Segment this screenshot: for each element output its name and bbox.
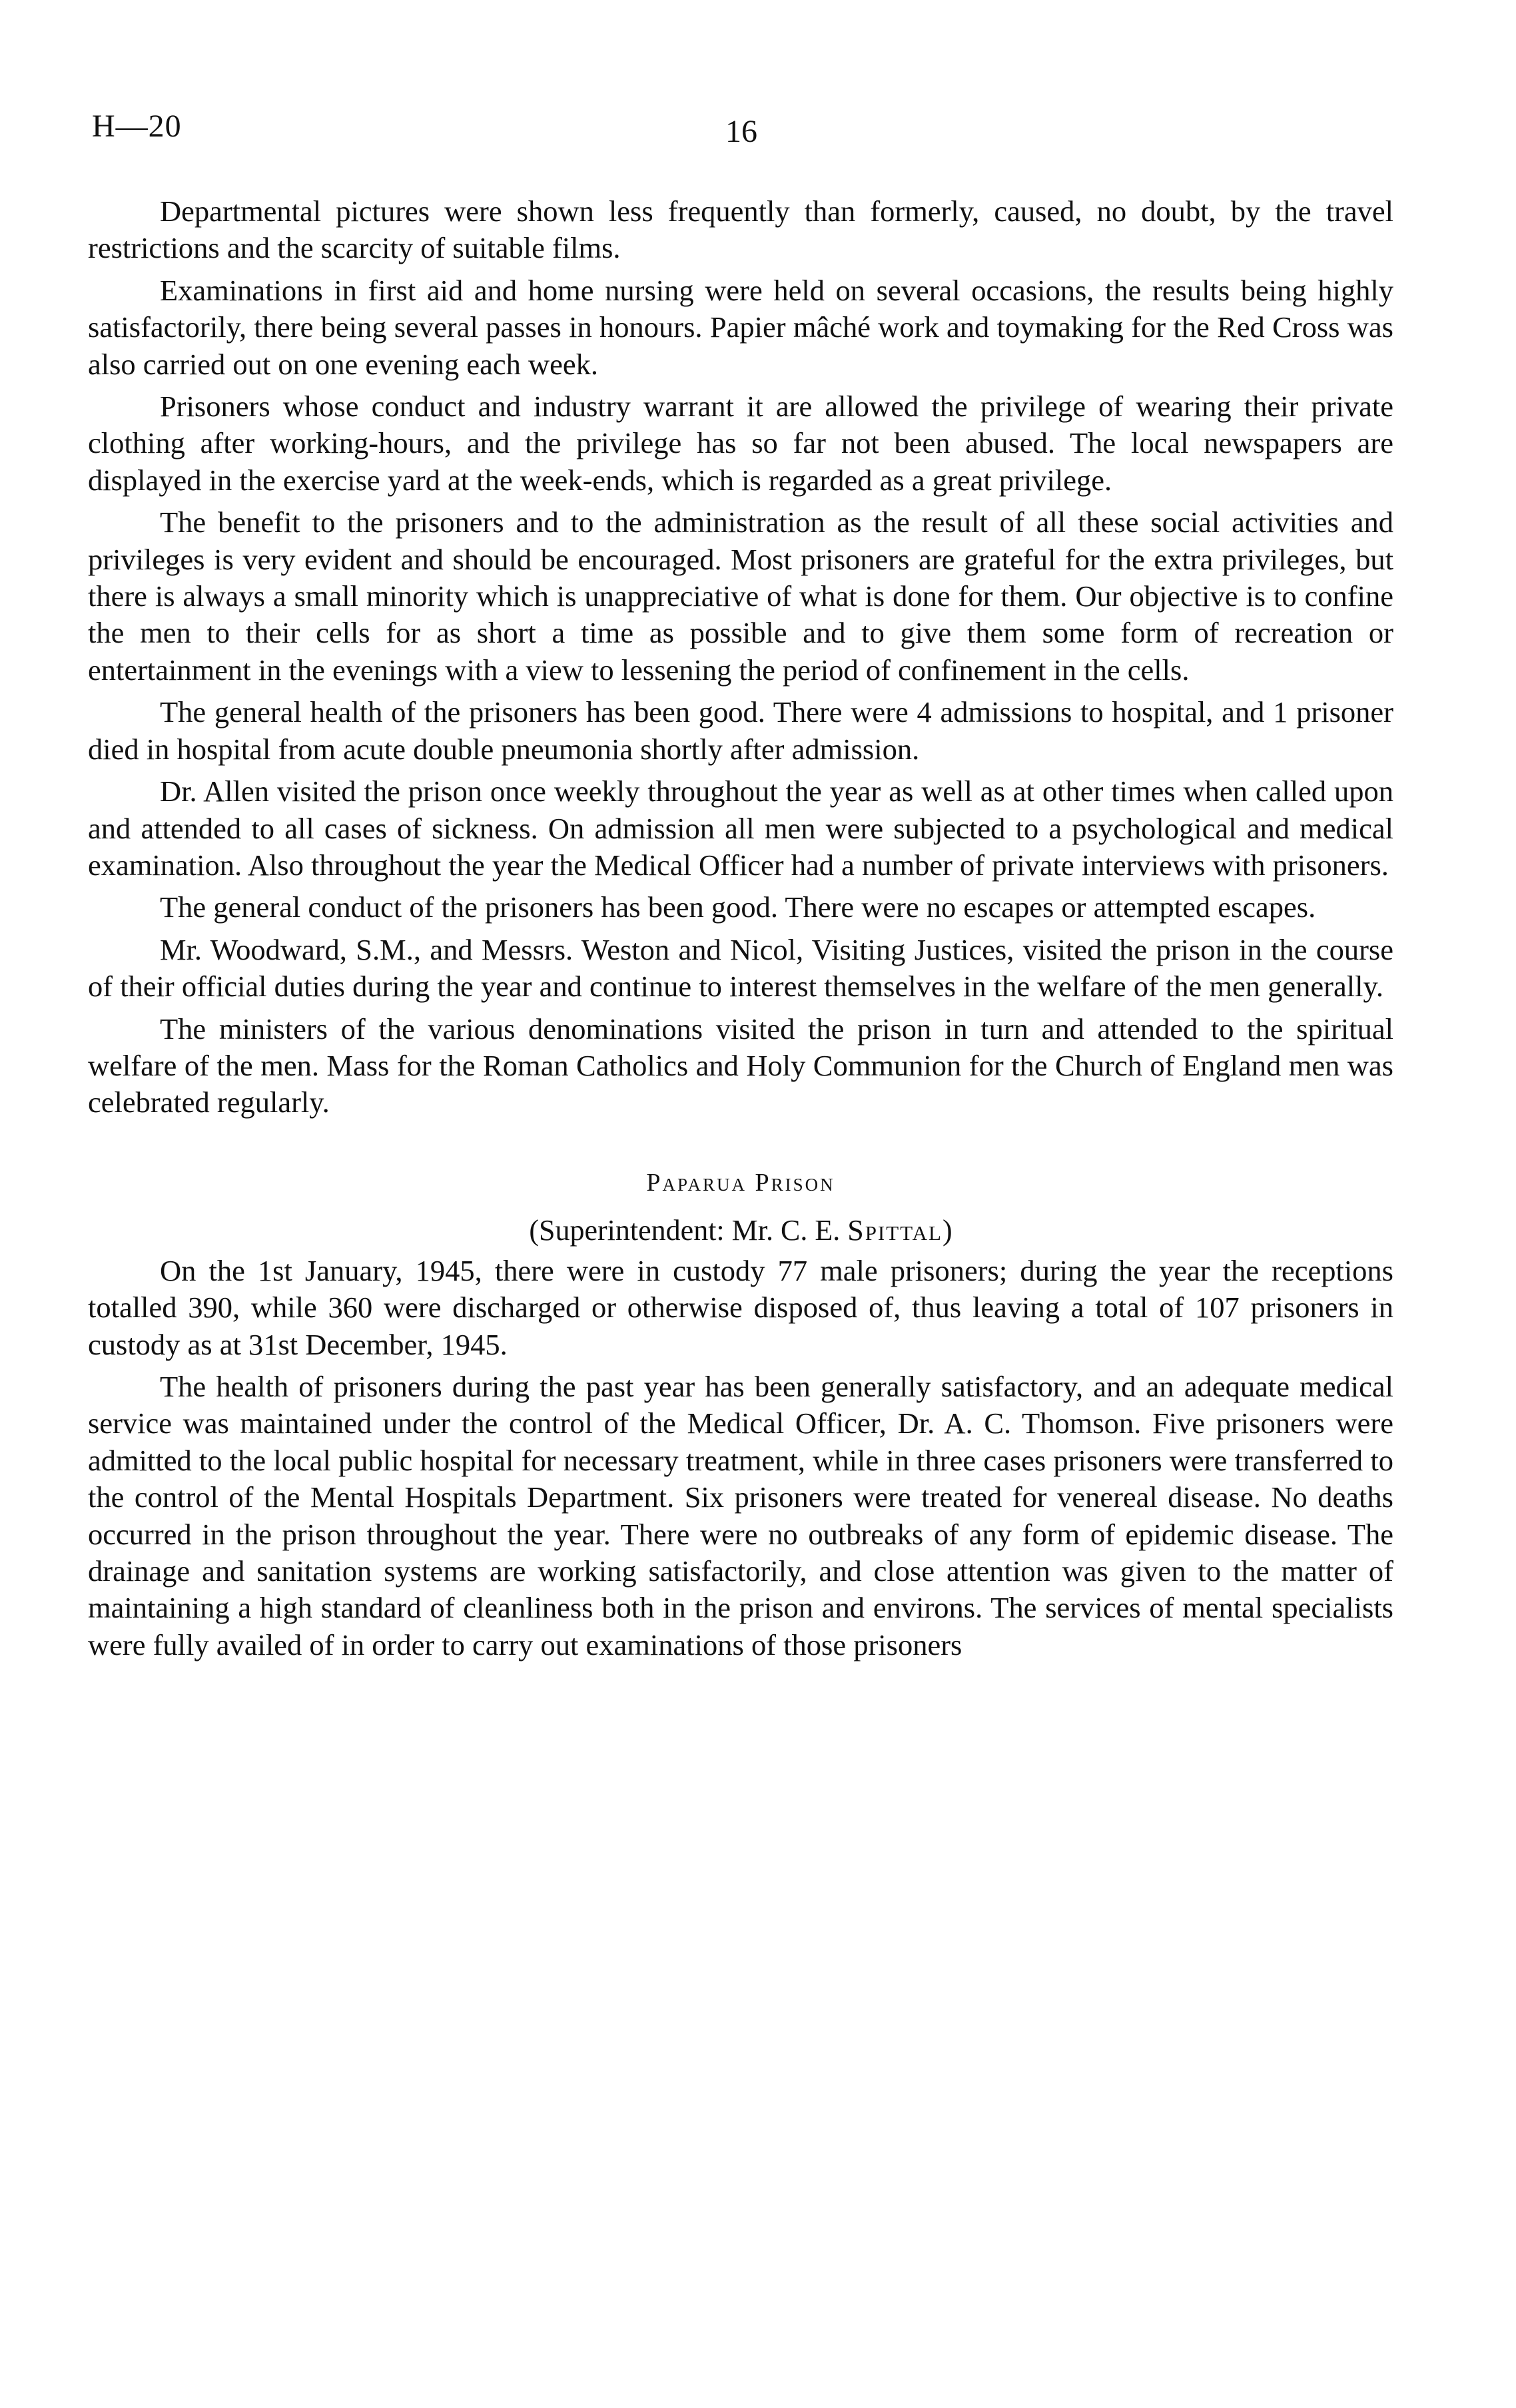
paragraph-visiting-justices: Mr. Woodward, S.M., and Messrs. Weston and Nicol, Visiting Justices, visited the prison in the course of their official duties during the year and continue to interest themselves in the welfare of the men generally.	[88, 932, 1393, 1004]
page-code: H—20	[92, 109, 182, 144]
paragraph-custody-figures: On the 1st January, 1945, there were in custody 77 male prisoners; during the year the receptions totalled 390, while 360 were discharged or otherwise disposed of, thus leaving a total of 107 prisoners in custody as at 31st December, 1945.	[88, 1253, 1393, 1361]
paragraph-health: The general health of the prisoners has been good. There were 4 admissions to hospital, and 1 prisoner died in hospital from acute double pneumonia shortly after admission.	[88, 695, 1393, 766]
superintendent-name: Spittal	[847, 1213, 943, 1247]
paragraph-medical-visits: Dr. Allen visited the prison once weekly throughout the year as well as at other times when called upon and attended to all cases of sickness. On admission all men were subjected to a psychological and medical examination. Also throughout the year the Medical Officer had a number of private interviews with prisoners.	[88, 774, 1393, 882]
paragraph-examinations: Examinations in first aid and home nursing were held on several occasions, the results being highly satisfactorily, there being several passes in honours. Papier mâché work and toymaking for the Red Cross was also carried out on one evening each week.	[88, 273, 1393, 381]
subheading-prefix: (Superintendent: Mr. C. E.	[529, 1213, 848, 1247]
paragraph-benefits: The benefit to the prisoners and to the administration as the result of all these social activities and privileges is very evident and should be encouraged. Most prisoners are grateful for the extra privileges, but there is always a small minority which is unappreciative of what is done for them. Our objective is to confine the men to their cells for as short a time as possible and to give them some form of recreation or entertainment in the evenings with a view to lessening the period of confinement in the cells.	[88, 505, 1393, 687]
report-body	[88, 193, 1393, 1669]
paragraph-departmental-pictures: Departmental pictures were shown less frequently than formerly, caused, no doubt, by the travel restrictions and the scarcity of suitable films.	[88, 194, 1393, 265]
section-heading: Paparua Prison	[646, 1168, 835, 1197]
paragraph-prisoner-health: The health of prisoners during the past year has been generally satisfactory, and an adequate medical service was maintained under the control of the Medical Officer, Dr. A. C. Thomson. Five prisoners were admitted to the local public hospital for necessary treatment, while in three cases prisoners were transferred to the control of the Mental Hospitals Department. Six prisoners were treated for venereal disease. No deaths occurred in the prison throughout the year. There were no outbreaks of any form of epidemic disease. The drainage and sanitation systems are working satisfactorily, and close attention was given to the matter of maintaining a high standard of cleanliness both in the prison and environs. The services of mental specialists were fully availed of in order to carry out examinations of those prisoners	[88, 1369, 1393, 1661]
paragraph-privileges: Prisoners whose conduct and industry warrant it are allowed the privilege of wearing their private clothing after working-hours, and the privilege has so far not been abused. The local newspapers are displayed in the exercise yard at the week-ends, which is regarded as a great privilege.	[88, 390, 1393, 497]
page-number: 16	[725, 114, 757, 149]
section-subheading	[88, 1212, 1393, 1249]
paragraph-ministers: The ministers of the various denominations visited the prison in turn and attended to the spiritual welfare of the men. Mass for the Roman Catholics and Holy Communion for the Church of England men was celebrated regularly.	[88, 1012, 1393, 1119]
paragraph-conduct: The general conduct of the prisoners has been good. There were no escapes or attempted escapes.	[160, 890, 1316, 924]
subheading-suffix: )	[942, 1213, 952, 1247]
